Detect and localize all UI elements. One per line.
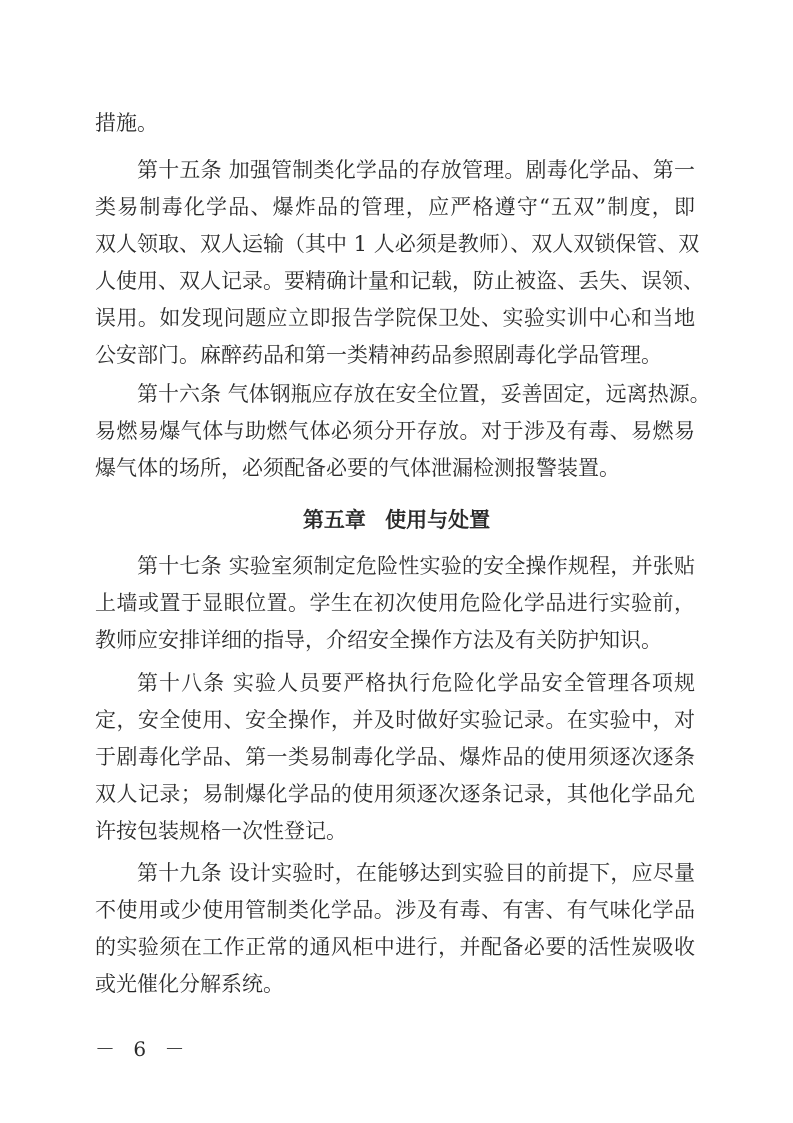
paragraph-line: 第十六条 气体钢瓶应存放在安全位置，妥善固定，远离热源。 xyxy=(137,382,711,406)
paragraph-line: 类易制毒化学品、爆炸品的管理，应严格遵守“五双”制度，即 xyxy=(95,195,695,219)
paragraph-line: 于剧毒化学品、第一类易制毒化学品、爆炸品的使用须逐次逐条 xyxy=(95,745,695,769)
paragraph-line: 第十八条 实验人员要严格执行危险化学品安全管理各项规 xyxy=(137,671,695,695)
paragraph-line: 双人领取、双人运输（其中 1 人必须是教师）、双人双锁保管、双 xyxy=(95,232,700,256)
paragraph-line: 爆气体的场所，必须配备必要的气体泄漏检测报警装置。 xyxy=(95,456,620,480)
paragraph-line: 双人记录；易制爆化学品的使用须逐次逐条记录，其他化学品允 xyxy=(95,782,695,806)
paragraph-line: 人使用、双人记录。要精确计量和记载，防止被盗、丢失、误领、 xyxy=(95,269,704,293)
paragraph-line: 易燃易爆气体与助燃气体必须分开存放。对于涉及有毒、易燃易 xyxy=(95,419,695,443)
paragraph-line: 第十七条 实验室须制定危险性实验的安全操作规程，并张贴 xyxy=(137,554,695,578)
paragraph-line: 上墙或置于显眼位置。学生在初次使用危险化学品进行实验前， xyxy=(95,591,695,615)
paragraph-line: 第十九条 设计实验时，在能够达到实验目的前提下，应尽量 xyxy=(137,861,695,885)
paragraph-line: 或光催化分解系统。 xyxy=(95,972,284,996)
paragraph-line: 误用。如发现问题应立即报告学院保卫处、实验实训中心和当地 xyxy=(95,306,695,330)
paragraph-line: 许按包装规格一次性登记。 xyxy=(95,819,347,843)
chapter-heading: 第五章 使用与处置 xyxy=(302,508,491,532)
paragraph-line: 的实验须在工作正常的通风柜中进行，并配备必要的活性炭吸收 xyxy=(95,935,695,959)
paragraph-line: 定，安全使用、安全操作，并及时做好实验记录。在实验中，对 xyxy=(95,708,695,732)
page-number: － 6 － xyxy=(95,1037,191,1061)
paragraph-line: 措施。 xyxy=(95,111,158,135)
paragraph-line: 教师应安排详细的指导，介绍安全操作方法及有关防护知识。 xyxy=(95,628,662,652)
paragraph-line: 第十五条 加强管制类化学品的存放管理。剧毒化学品、第一 xyxy=(137,158,695,182)
paragraph-line: 公安部门。麻醉药品和第一类精神药品参照剧毒化学品管理。 xyxy=(95,343,662,367)
paragraph-line: 不使用或少使用管制类化学品。涉及有毒、有害、有气味化学品 xyxy=(95,898,695,922)
